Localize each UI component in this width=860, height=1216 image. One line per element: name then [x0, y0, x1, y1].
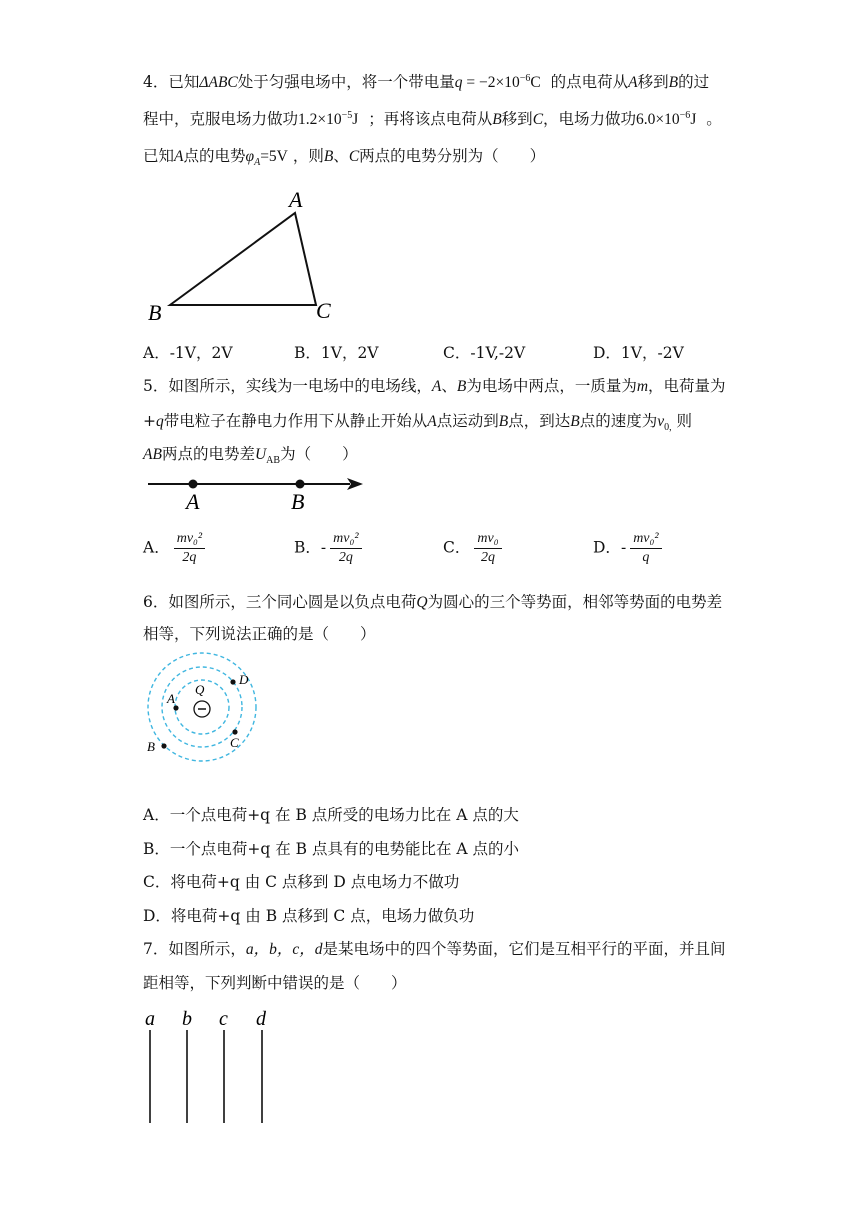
- q4-option-d[interactable]: D．1V，-2V: [593, 344, 684, 362]
- point-d: [230, 679, 235, 684]
- label-d: D: [239, 672, 249, 687]
- point-a: [173, 705, 178, 710]
- label-a: a: [145, 1008, 155, 1030]
- q5-option-c[interactable]: C． $\frac{\text{mv₀}}{2q}$: [443, 530, 502, 567]
- label-c: c: [219, 1008, 228, 1030]
- q5-field-line-figure: [145, 470, 370, 515]
- q6-line2: 相等，下列说法正确的是（ ）: [143, 625, 376, 643]
- q5-line1: 5．如图所示，实线为一电场中的电场线，A、B为电场中两点，一质量为m，电荷量为: [143, 377, 726, 395]
- label-b: b: [182, 1008, 192, 1030]
- label-c: C: [230, 735, 239, 750]
- point-b: [296, 480, 305, 489]
- q6-option-d[interactable]: D．将电荷+q 由 B 点移到 C 点，电场力做负功: [143, 907, 475, 925]
- label-q: Q: [195, 682, 205, 697]
- label-c: C: [316, 298, 331, 323]
- q6-option-b[interactable]: B．一个点电荷+q 在 B 点具有的电势能比在 A 点的小: [143, 840, 520, 858]
- q5-line2: +q带电粒子在静电力作用下从静止开始从A点运动到B点，到达B点的速度为$v_{0,}$ 则: [143, 412, 693, 434]
- q4-triangle-figure: [140, 185, 350, 330]
- q5-option-a[interactable]: A． $\frac{\text{mv₀²}}{2q}$: [143, 530, 205, 567]
- q7-planes-figure: [140, 1005, 280, 1130]
- point-a: [189, 480, 198, 489]
- q5-option-b[interactable]: B．- $\frac{\text{mv₀²}}{2q}$: [294, 530, 362, 567]
- q4-option-b[interactable]: B．1V，2V: [294, 344, 379, 362]
- label-b: B: [291, 489, 305, 514]
- q7-line1: 7．如图所示，a，b，c，d是某电场中的四个等势面，它们是互相平行的平面，并且间: [143, 940, 726, 958]
- label-a: A: [167, 691, 175, 706]
- label-a: A: [289, 187, 303, 212]
- q4-option-c[interactable]: C．-1V,-2V: [443, 344, 526, 362]
- triangle-abc: [170, 213, 316, 305]
- q4-option-a[interactable]: A．-1V，2V: [143, 344, 233, 362]
- q5-line3: AB两点的电势差$U_{AB}$为（ ）: [143, 445, 358, 467]
- q6-line1: 6．如图所示，三个同心圆是以负点电荷Q为圆心的三个等势面，相邻等势面的电势差: [143, 593, 723, 611]
- q6-option-c[interactable]: C．将电荷+q 由 C 点移到 D 点电场力不做功: [143, 873, 460, 891]
- point-c: [232, 729, 237, 734]
- q4-line1: 4．已知ΔABC处于匀强电场中，将一个带电量$q = -2\times 10^{-6}C$ 的点电荷从A移到B的过: [143, 72, 710, 91]
- label-b: B: [148, 300, 162, 325]
- label-b: B: [147, 739, 155, 754]
- q6-equipotential-figure: [143, 650, 268, 762]
- q7-line2: 距相等，下列判断中错误的是（ ）: [143, 974, 407, 992]
- q6-option-a[interactable]: A．一个点电荷+q 在 B 点所受的电场力比在 A 点的大: [143, 806, 519, 824]
- point-b: [161, 743, 166, 748]
- q5-option-d[interactable]: D．- $\frac{\text{mv₀²}}{q}$: [593, 530, 662, 567]
- q4-line2: 程中，克服电场力做功$1.2\times 10^{-5}J$ ；再将该点电荷从B移到C，电场力做功$6.0\times 10^{-6}J$ 。: [143, 109, 722, 128]
- label-d: d: [256, 1008, 266, 1030]
- label-a: A: [186, 489, 200, 514]
- q4-line3: 已知A点的电势$\varphi_A=5V$ ，则B、C两点的电势分别为（ ）: [143, 147, 546, 169]
